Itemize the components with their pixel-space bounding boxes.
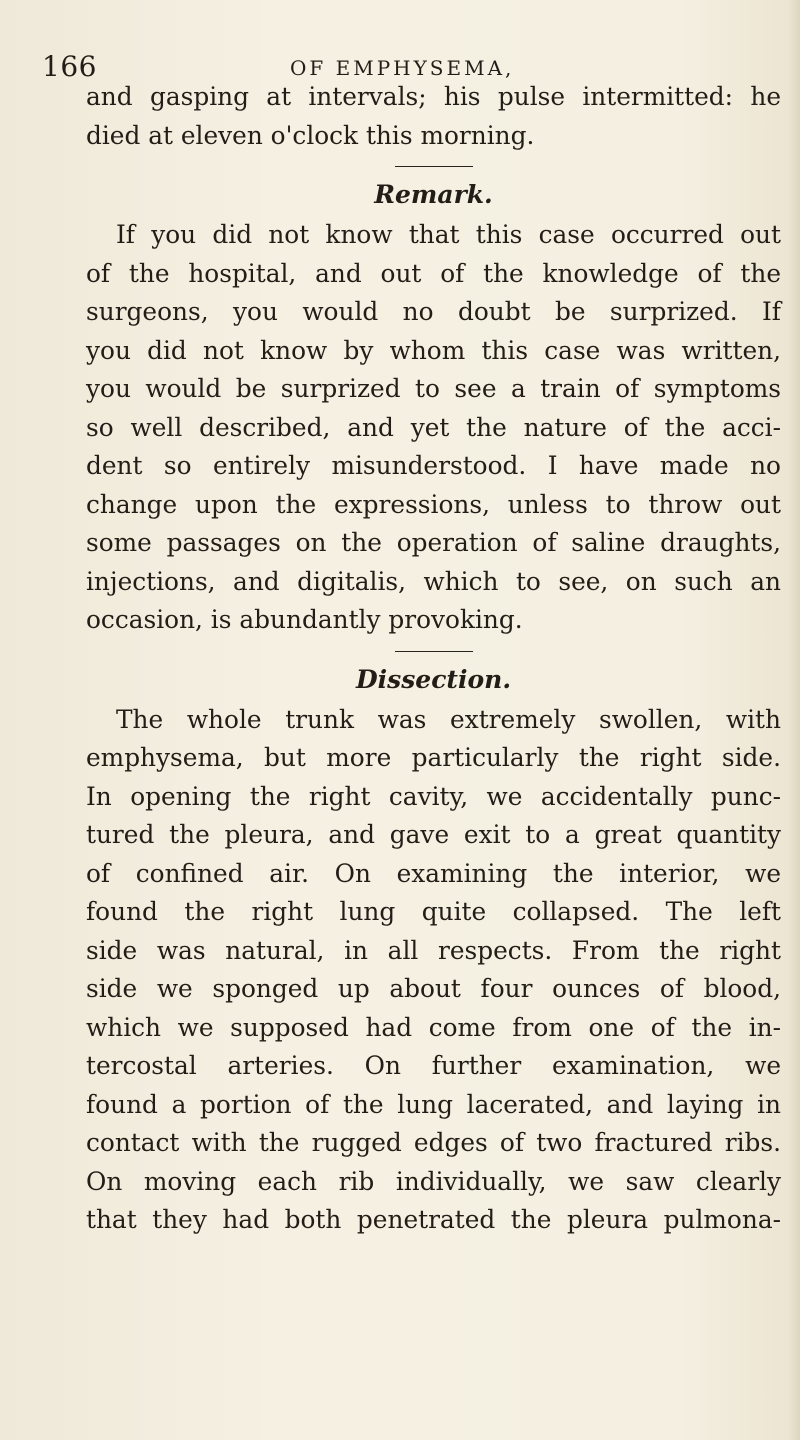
text-line: In opening the right cavity, we accidentally punc- xyxy=(86,781,781,811)
text-line: injections, and digitalis, which to see, on such an xyxy=(86,566,781,596)
text-line: occasion, is abundantly provoking. xyxy=(86,605,523,634)
text-line: side was natural, in all respects. From the right xyxy=(86,935,781,965)
remark-heading: Remark. xyxy=(374,180,493,209)
text-line: of the hospital, and out of the knowledge of the xyxy=(86,258,781,288)
text-line: change upon the expressions, unless to throw out xyxy=(86,489,781,519)
continued-paragraph xyxy=(86,78,781,155)
text-line: you did not know by whom this case was written, xyxy=(86,335,781,365)
remark-paragraph xyxy=(86,216,781,640)
text-line: emphysema, but more particularly the right side. xyxy=(86,743,781,772)
section-divider xyxy=(395,166,473,167)
text-line: tured the pleura, and gave exit to a great quantity xyxy=(86,820,781,849)
text-line: so well described, and yet the nature of the acci- xyxy=(86,412,781,442)
text-line: side we sponged up about four ounces of blood, xyxy=(86,974,781,1003)
text-line: which we supposed had come from one of the in- xyxy=(86,1012,781,1042)
text-line: found a portion of the lung lacerated, and laying in xyxy=(86,1089,781,1119)
page-edge-shadow xyxy=(788,0,800,1440)
text-line: contact with the rugged edges of two fractured ribs. xyxy=(86,1128,781,1157)
text-line: and gasping at intervals; his pulse intermitted: he xyxy=(86,82,781,111)
text-line: that they had both penetrated the pleura pulmona- xyxy=(86,1205,781,1234)
text-line: of confined air. On examining the interior, we xyxy=(86,858,781,888)
text-line: surgeons, you would no doubt be surprized. If xyxy=(86,297,781,326)
dissection-paragraph xyxy=(86,701,781,1240)
page-number: 166 xyxy=(42,50,97,83)
page-body xyxy=(86,78,781,1240)
text-line: died at eleven o'clock this morning. xyxy=(86,120,535,150)
section-divider xyxy=(395,651,473,652)
text-line: you would be surprized to see a train of symptoms xyxy=(86,374,781,403)
text-line: If you did not know that this case occurred out xyxy=(116,220,781,249)
running-head: OF EMPHYSEMA, xyxy=(290,56,515,80)
text-line: On moving each rib individually, we saw clearly xyxy=(86,1166,781,1196)
text-line: tercostal arteries. On further examination, we xyxy=(86,1051,781,1080)
text-line: dent so entirely misunderstood. I have made no xyxy=(86,451,781,480)
dissection-heading: Dissection. xyxy=(355,664,512,694)
text-line: The whole trunk was extremely swollen, with xyxy=(116,704,781,734)
text-line: found the right lung quite collapsed. The left xyxy=(86,897,781,926)
text-line: some passages on the operation of saline draughts, xyxy=(86,528,781,557)
